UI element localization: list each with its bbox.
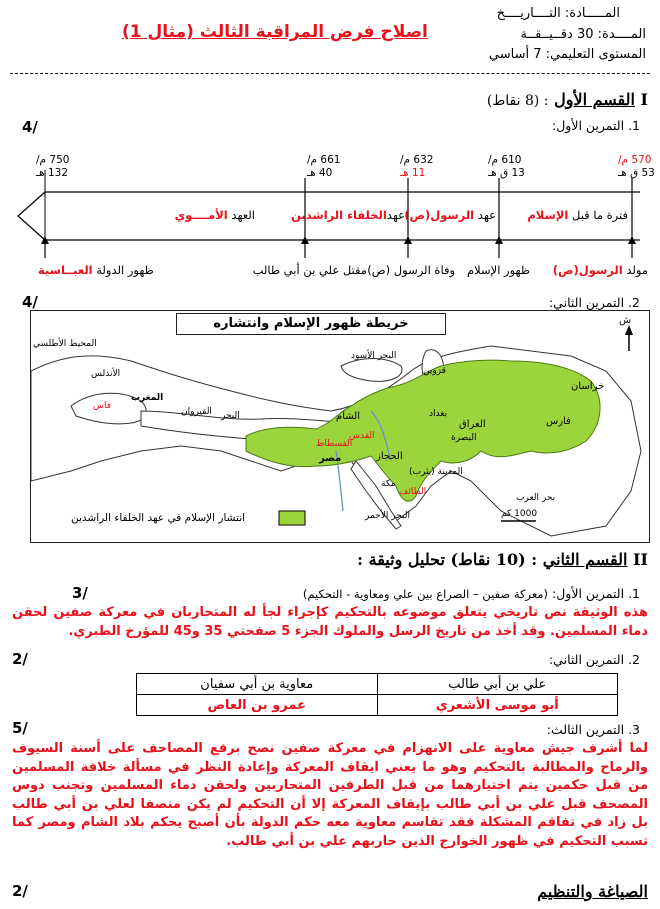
period-highlight: الأمــــوي [174, 208, 228, 222]
period-text: فترة ما قبل [568, 208, 628, 222]
date-greg: 661 م/ [307, 154, 341, 166]
table-row [137, 695, 618, 716]
subject-line: المـــــادة: التــــاريــــخ [496, 6, 620, 21]
period-highlight: الإسلام [527, 208, 569, 222]
event-text: وفاة الرسول (ص) [367, 263, 455, 277]
table-answer-muawiya: عمرو بن العاص [137, 695, 378, 716]
s1-ex2-score: 4/ [22, 293, 38, 311]
section1-heading [487, 90, 648, 109]
level-line: المستوى التعليمي: 7 أساسي [488, 47, 646, 62]
table-answer-ali: أبو موسى الأشعري [377, 695, 618, 716]
map-place: الحجاز [376, 451, 403, 462]
map-place: مصر [319, 453, 342, 464]
date-greg: 750 م/ [36, 154, 70, 166]
map-place: المدينة (يثرب) [409, 467, 463, 477]
event-text: ظهور الدولة [92, 263, 154, 277]
s2-ex1-answer: هذه الوثيقة نص تاريخي يتعلق موضوعه بالتحكيم كإجراء لجأ له المتحاربان في معركة صفين لحقن دماء المسلمين. وقد أخذ من تاريخ الرسل والملوك الجزء 5 صفحتي 35 و45 للمؤرخ الطبري. [12, 605, 648, 639]
map-place: مكة [381, 479, 396, 489]
event-highlight: العبــاسية [38, 263, 93, 277]
map-scale: 1000 كم [501, 509, 538, 519]
page-title: اصلاح فرض المراقبة الثالث (مثال 1) [122, 22, 428, 42]
map-place: خراسان [571, 381, 605, 392]
map-place: بغداد [429, 409, 448, 419]
section1-points: : (8 نقاط) [486, 93, 549, 109]
map-place: المغرب [131, 393, 164, 403]
event-abbasid [38, 263, 154, 277]
date-570 [618, 154, 655, 180]
map-place: الفسطاط [316, 439, 353, 449]
duration-line: المــــدة: 30 دقــيــقــة [520, 27, 646, 42]
map-place: البحر [221, 411, 240, 421]
map-north: ش [619, 315, 632, 326]
s2-ex1-label: 1. التمرين الأول: [552, 586, 640, 601]
period-umayyad [175, 208, 255, 222]
s1-ex1-label: 1. التمرين الأول: [552, 118, 640, 133]
period-pre-islam [527, 208, 628, 222]
period-rashidun [291, 208, 405, 222]
s2-ex3-answer: لما أشرف جيش معاوية على الانهزام في معركة صفين نصح برفع المصاحف على أسنة السيوف والرماح والمطالبة بالتحكيم وهو ما يعني ايقاف المعركة وإعادة النظر في مسألة خلافة المسلمين من قبل حكمين يتم اختيارهما من قبل الطرفين المتحاربين ولحقن دماء المسلمين وتجنب دوس المصحف قبل علي بن أبي طالب بإيقاف المعركة إلا أن التحكيم لم يكن منصفا لعلي بن أبي طالب بل زاد في تفاقم المشكلة فقد تقاسم معاوية معه حكم الدولة بأن أصبح يحكم بلاد الشام ومصر كما تسبب التحكيم في ظهور الخوارج الذين حاربهم علي بن أبي طالب. [12, 741, 648, 849]
map-place: فاس [93, 401, 112, 411]
date-hijri: 132 هـ [36, 167, 68, 179]
section2-label: القسم الثاني [542, 550, 628, 569]
period-text: عهد [474, 208, 496, 222]
map-place: العراق [459, 419, 486, 430]
map-place: القيروان [181, 407, 212, 417]
period-text: عهد [386, 208, 405, 222]
map [30, 310, 650, 543]
section2-points: : (10 نقاط) تحليل وثيقة : [357, 550, 538, 569]
section2-heading [357, 550, 648, 569]
section2-numeral: II [633, 550, 648, 569]
footer-label: الصياغة والتنظيم [537, 882, 648, 901]
s1-ex2-label: 2. التمرين الثاني: [548, 295, 640, 310]
timeline [0, 150, 660, 285]
period-text: العهد [227, 208, 255, 222]
arbitrators-table [136, 673, 618, 716]
date-610 [488, 154, 525, 180]
event-highlight: الرسول(ص) [552, 263, 623, 277]
period-highlight: الخلفاء الراشدين [291, 208, 387, 222]
period-highlight: الرسول(ص) [404, 208, 475, 222]
map-title: خريطة ظهور الإسلام وانتشاره [176, 313, 446, 335]
map-place: فارس [546, 416, 571, 427]
table-header-ali: علي بن أبي طالب [377, 674, 618, 695]
map-place: بحر العرب [516, 493, 556, 503]
map-place: الأندلس [91, 369, 121, 379]
s2-ex1-line [303, 586, 640, 601]
section1-label: القسم الأول [554, 90, 635, 109]
date-greg: 570 م/ [618, 154, 652, 166]
event-birth [553, 263, 648, 277]
map-place: المحيط الأطلسي [33, 339, 97, 349]
s2-ex3-score: 5/ [12, 719, 28, 737]
map-place: البحر الأسود [351, 351, 397, 361]
map-place: قزوين [423, 366, 446, 376]
section1-numeral: I [640, 90, 648, 109]
s2-ex1-note: (معركة صفين – الصراع بين علي ومعاوية - التحكيم) [302, 587, 549, 601]
date-632 [400, 154, 433, 180]
date-greg: 610 م/ [488, 154, 522, 166]
event-death [367, 263, 455, 277]
map-place: البحر الأحمر [365, 511, 410, 521]
map-place: القدس [349, 431, 375, 441]
table-header-muawiya: معاوية بن أبي سفيان [137, 674, 378, 695]
event-ali [253, 263, 367, 277]
date-hijri: 13 ق هـ [488, 167, 525, 179]
s2-ex2-label: 2. التمرين الثاني: [548, 652, 640, 667]
event-text: ظهور الإسلام [467, 263, 530, 277]
footer-score: 2/ [12, 882, 28, 900]
date-hijri: 40 هـ [307, 167, 333, 179]
table-row [137, 674, 618, 695]
date-hijri: 53 ق هـ [618, 167, 655, 179]
map-place: البصرة [451, 433, 477, 443]
date-greg: 632 م/ [400, 154, 434, 166]
s2-ex2-score: 2/ [12, 650, 28, 668]
s2-ex3-label: 3. التمرين الثالث: [546, 722, 640, 737]
event-text: مولد [622, 263, 648, 277]
map-place: الشام [336, 411, 360, 422]
date-750 [36, 154, 69, 180]
map-legend: انتشار الإسلام في عهد الخلفاء الراشدين [71, 512, 246, 524]
header-separator [10, 73, 650, 74]
map-place: الطائف [399, 487, 427, 497]
date-661 [307, 154, 340, 180]
s2-ex1-score: 3/ [72, 584, 88, 602]
event-islam [467, 263, 530, 277]
event-text: مقتل علي بن أبي طالب [252, 263, 367, 277]
period-prophet [404, 208, 496, 222]
s1-ex1-score: 4/ [22, 118, 38, 136]
date-hijri: 11 هـ [400, 167, 426, 179]
